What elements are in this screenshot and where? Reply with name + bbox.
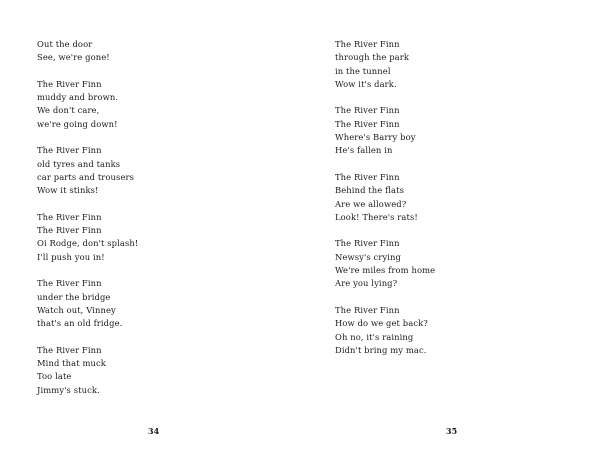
poem-text	[335, 38, 535, 357]
poem-line: Look! There's rats!	[335, 211, 418, 222]
stanza	[335, 104, 535, 157]
poem-line: Mind that muck	[37, 358, 106, 369]
poem-line: The River Finn	[37, 225, 102, 236]
poem-line: Watch out, Vinney	[37, 304, 116, 315]
poem-line: under the bridge	[37, 291, 111, 302]
page-number: 34	[148, 426, 160, 436]
poem-line: The River Finn	[37, 278, 102, 289]
page-number: 35	[446, 426, 458, 436]
poem-line: The River Finn	[335, 105, 400, 116]
poem-line: that's an old fridge.	[37, 318, 123, 329]
poem-line: The River Finn	[335, 171, 400, 182]
stanza	[335, 171, 535, 224]
poem-line: I'll push you in!	[37, 251, 105, 262]
poem-line: Newsy's crying	[335, 251, 402, 262]
stanza	[37, 211, 237, 264]
poem-line: Are you lying?	[335, 278, 398, 289]
poem-line: The River Finn	[37, 145, 102, 156]
poem-line: through the park	[335, 52, 410, 63]
stanza	[335, 304, 535, 357]
poem-line: Jimmy's stuck.	[37, 384, 100, 395]
poem-line: Wow it's dark.	[335, 78, 397, 89]
poem-line: muddy and brown.	[37, 92, 119, 103]
poem-text	[37, 38, 237, 397]
stanza	[37, 144, 237, 197]
poem-line: Out the door	[37, 39, 93, 49]
poem-line: The River Finn	[335, 39, 400, 49]
poem-line: He's fallen in	[335, 145, 393, 156]
poem-line: Oh no, it's raining	[335, 331, 414, 342]
poem-line: Didn't bring my mac.	[335, 344, 427, 355]
poem-line: The River Finn	[37, 344, 102, 355]
poem-line: The River Finn	[335, 238, 400, 249]
poem-line: The River Finn	[335, 118, 400, 129]
poem-line: See, we're gone!	[37, 52, 110, 63]
poem-line: old tyres and tanks	[37, 158, 121, 169]
poem-line: car parts and trousers	[37, 171, 135, 182]
poem-line: We don't care,	[37, 105, 100, 116]
stanza	[37, 277, 237, 330]
poem-line: Are we allowed?	[335, 198, 407, 209]
poem-line: Too late	[37, 371, 72, 382]
poem-line: We're miles from home	[335, 265, 436, 276]
poem-line: Wow it stinks!	[37, 185, 99, 196]
stanza	[335, 38, 535, 91]
poem-line: Behind the flats	[335, 185, 405, 196]
poem-line: The River Finn	[37, 78, 102, 89]
poem-line: Oi Rodge, don't splash!	[37, 238, 139, 249]
stanza	[37, 38, 237, 65]
poem-line: we're going down!	[37, 118, 118, 129]
poem-line: in the tunnel	[335, 65, 391, 76]
stanza	[335, 237, 535, 290]
poem-line: Where's Barry boy	[335, 132, 416, 143]
stanza	[37, 344, 237, 397]
poem-line: How do we get back?	[335, 318, 428, 329]
poem-line: The River Finn	[37, 211, 102, 222]
stanza	[37, 78, 237, 131]
poem-line: The River Finn	[335, 304, 400, 315]
right-page	[300, 0, 600, 460]
